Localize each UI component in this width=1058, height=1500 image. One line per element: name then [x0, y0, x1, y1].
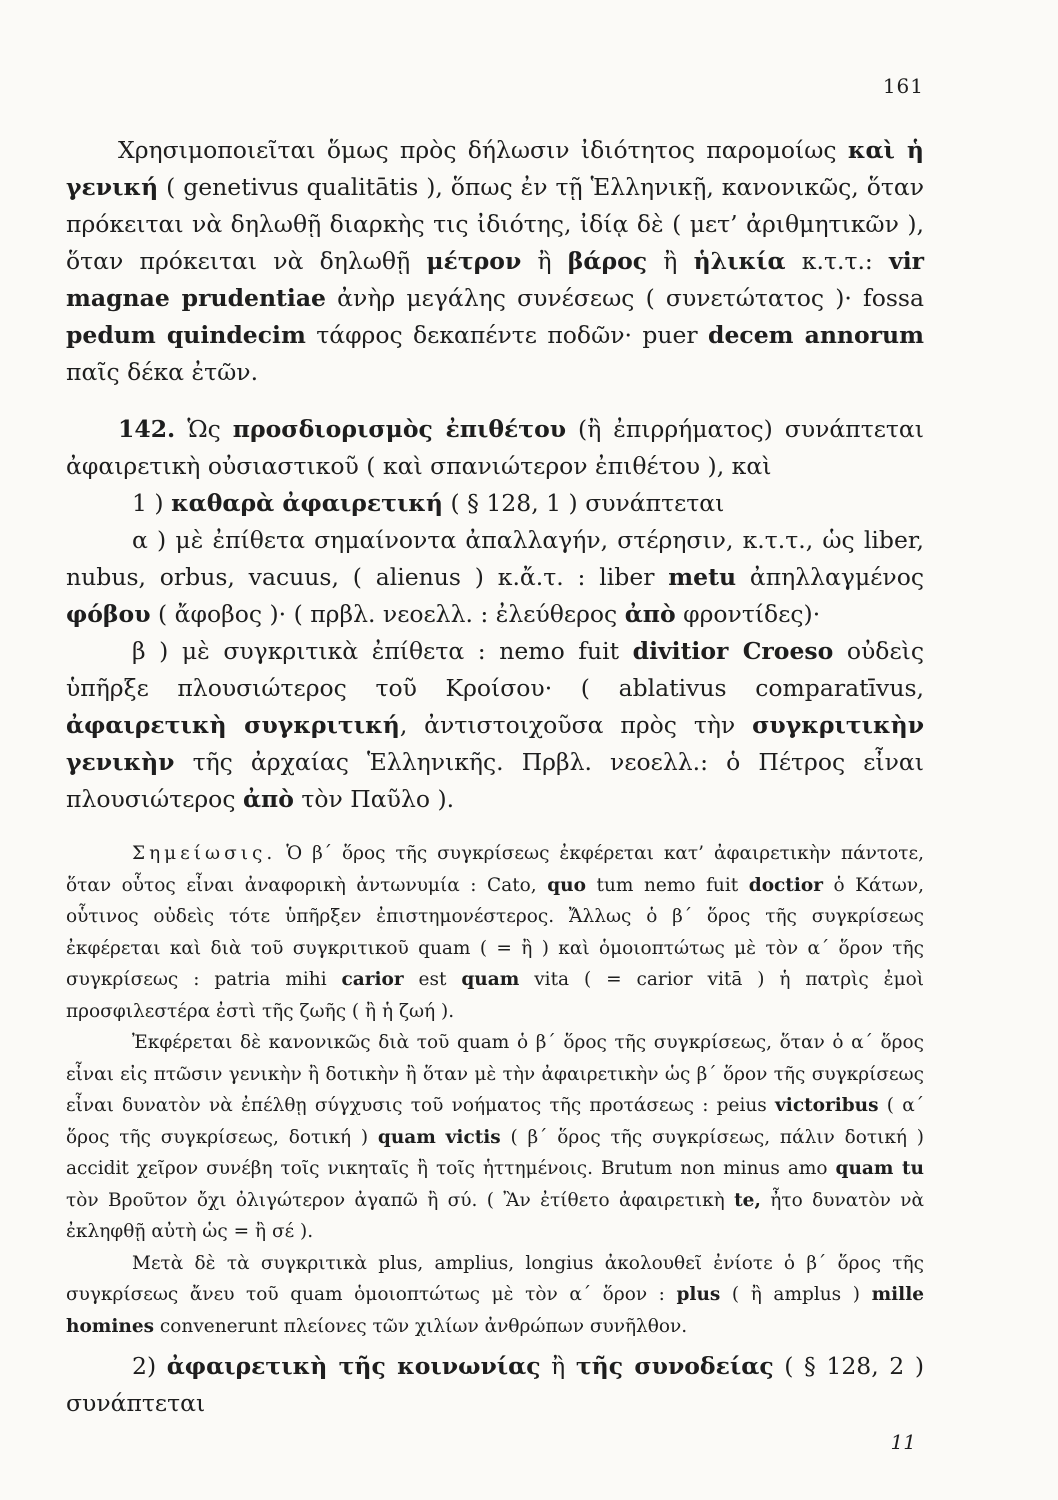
item-2-block	[66, 1348, 924, 1422]
text-run: , ἀντιστοιχοῦσα πρὸς τὴν	[399, 711, 753, 739]
latin-example: doctior	[748, 874, 823, 896]
text-run: Χρησιμοποιεῖται ὅμως πρὸς δήλωσιν ἰδιότητος παρομοίως	[118, 136, 848, 164]
text-run: ἢ	[647, 247, 694, 275]
main-text	[66, 132, 924, 818]
text-run: α ) μὲ ἐπίθετα σημαίνοντα ἀπαλλαγήν, στέρησιν, κ.τ.τ., ὡς liber, nubus, orbus, vacuus, ( alienus ) κ.ἄ.τ. : liber	[66, 526, 924, 591]
text-run: β ) μὲ συγκριτικὰ ἐπίθετα : nemo fuit	[132, 637, 633, 665]
text-run: ἀπηλλαγμένος	[736, 563, 925, 591]
text-run: (ἢ ἐπιρρήματος) συνάπτεται ἀφαιρετικὴ οὐσιαστικοῦ ( καὶ σπανιώτερον ἐπιθέτου ), καὶ	[66, 415, 924, 480]
bold-term: συγκριτικὴν γενικὴν	[66, 711, 925, 776]
text-run: ἢ	[521, 247, 568, 275]
text-run: tum nemo fuit	[585, 874, 749, 896]
item-2	[66, 1348, 924, 1422]
text-run: τάφρος δεκαπέντε ποδῶν· puer	[305, 321, 709, 349]
latin-example: quam	[461, 969, 520, 990]
note-heading: Σημείωσις.	[132, 843, 277, 864]
text-run: Ἐκφέρεται δὲ κανονικῶς διὰ τοῦ quam ὁ β΄ ὅρος τῆς συγκρίσεως, ὅταν ὁ α΄ ὅρος εἶναι εἰς πτῶσιν γενικὴν ἢ δοτικὴν ἢ ὅταν μὲ τὴν ἀφαιρετικὴν ὡς β΄ ὅρον τῆς συγκρίσεως εἶναι δυνατὸν νὰ ἐπέλθῃ σύγχυσις τοῦ νοήματος τῆς προτάσεως : peius	[66, 1032, 924, 1116]
bold-term: καθαρὰ ἀφαιρετική	[171, 489, 444, 517]
item-beta	[66, 633, 924, 818]
text-run: ( § 128, 2 ) συνάπτεται	[66, 1352, 924, 1417]
text-run: ἦτο δυνατὸν νὰ ἐκληφθῇ αὐτὴ ὡς = ἢ σέ ).	[66, 1189, 924, 1242]
text-run: ( β΄ ὅρος τῆς συγκρίσεως, πάλιν δοτική ) accidit χεῖρον συνέβη τοῖς νικηταῖς ἢ τοῖς ἡττημένοις. Brutum non minus amo	[66, 1126, 925, 1179]
bold-term: τῆς συνοδείας	[575, 1352, 774, 1380]
text-run: ( § 128, 1 ) συνάπτεται	[443, 489, 725, 517]
latin-example: quam	[377, 1126, 436, 1148]
text-run: τὸν Παῦλο ).	[293, 785, 455, 813]
latin-example: quo	[547, 874, 586, 896]
section-142	[66, 411, 924, 485]
text-run: οὐδεὶς ὑπῆρξε πλουσιώτερος τοῦ Κροίσου· ( ablativus comparatīvus,	[66, 637, 925, 702]
bold-term: προσδιορισμὸς ἐπιθέτου	[232, 415, 567, 443]
text-run: ( genetivus qualitātis ), ὅπως ἐν τῇ Ἑλληνικῇ, κανονικῶς, ὅταν πρόκειται νὰ δηλωθῇ διαρκὴς τις ἰδιότης, ἰδίᾳ δὲ ( μετ’ ἀριθμητικῶν ), ὅταν πρόκειται νὰ δηλωθῇ	[66, 173, 924, 275]
text-run: κ.τ.τ.:	[785, 247, 890, 275]
latin-example: victoribus	[775, 1095, 879, 1116]
bold-term: καὶ ἡ γενική	[66, 136, 924, 201]
latin-example: te,	[734, 1189, 761, 1211]
bold-term: βάρος	[567, 247, 648, 275]
latin-example: victis	[445, 1126, 501, 1148]
latin-example: mille homines	[66, 1284, 924, 1337]
section-number: 142.	[118, 415, 176, 443]
text-run: est	[403, 969, 462, 990]
text-run: Ὡς	[175, 415, 233, 443]
text-run: vita ( = carior vitā ) ἡ πατρὶς ἐμοὶ προσφιλεστέρα ἐστὶ τῆς ζωῆς ( ἢ ἡ ζωή ).	[66, 969, 924, 1022]
signature-mark: 11	[890, 1430, 916, 1454]
latin-example: decem annorum	[708, 321, 924, 349]
bold-term: ἀφαιρετικὴ τῆς κοινωνίας	[166, 1352, 541, 1380]
latin-example: quam tu	[835, 1158, 924, 1179]
text-run: ἢ	[540, 1352, 576, 1380]
page-number: 161	[882, 74, 924, 98]
latin-example: carior	[341, 969, 404, 990]
latin-example: vir magnae prudentiae	[66, 247, 925, 312]
bold-term: μέτρον	[426, 247, 522, 275]
text-run: 1 )	[132, 489, 172, 517]
bold-term: ἀπὸ	[242, 785, 294, 813]
text-run: Ὁ β΄ ὅρος τῆς συγκρίσεως ἐκφέρεται κατ’ ἀφαιρετικὴν πάντοτε, ὅταν οὗτος εἶναι ἀναφορικὴ ἀντωνυμία : Cato,	[66, 843, 924, 896]
latin-example: divitior Croeso	[632, 637, 834, 665]
notes-block	[66, 838, 924, 1342]
bold-term: ἀφαιρετικὴ συγκριτική	[66, 711, 400, 739]
text-run: 2)	[132, 1352, 167, 1380]
text-run: Μετὰ δὲ τὰ συγκριτικὰ plus, amplius, longius ἀκολουθεῖ ἐνίοτε ὁ β΄ ὅρος τῆς συγκρίσεως ἄνευ τοῦ quam ὁμοιοπτώτως μὲ τὸν α΄ ὅρον :	[66, 1252, 924, 1305]
bold-term: φόβου	[66, 600, 151, 628]
text-run: ( ἄφοβος )· ( πρβλ. νεοελλ. : ἐλεύθερος	[150, 600, 625, 628]
text-run: ( α΄ ὅρος τῆς συγκρίσεως, δοτική )	[66, 1095, 924, 1148]
text-run	[436, 1127, 446, 1148]
note-3	[66, 1248, 924, 1343]
bold-term: ἀπὸ	[624, 600, 676, 628]
note-2	[66, 1027, 924, 1248]
item-1	[66, 485, 924, 522]
text-run: φροντίδες)·	[675, 600, 821, 628]
text-run: τῆς ἀρχαίας Ἑλληνικῆς. Πρβλ. νεοελλ.: ὁ Πέτρος εἶναι πλουσιώτερος	[66, 748, 924, 813]
latin-example: plus	[676, 1284, 721, 1305]
bold-term: ἡλικία	[693, 247, 786, 275]
text-run: ἀνὴρ μεγάλης συνέσεως ( συνετώτατος )· fossa	[326, 284, 924, 312]
paragraph-genitive-quality	[66, 132, 924, 391]
note-1	[66, 838, 924, 1027]
latin-example: pedum quindecim	[66, 321, 306, 349]
text-run: παῖς δέκα ἐτῶν.	[66, 358, 259, 386]
latin-example: metu	[668, 563, 737, 591]
page	[66, 68, 924, 1488]
text-run: ὁ Κάτων, οὗτινος οὐδεὶς τότε ὑπῆρξεν ἐπιστημονέστερος. Ἄλλως ὁ β΄ ὅρος τῆς συγκρίσεως ἐκφέρεται καὶ διὰ τοῦ συγκριτικοῦ quam ( = ἢ ) καὶ ὁμοιοπτώτως μὲ τὸν α΄ ὅρον τῆς συγκρίσεως : patria mihi	[66, 874, 924, 990]
item-alpha	[66, 522, 924, 633]
text-run: τὸν Βροῦτον ὄχι ὀλιγώτερον ἀγαπῶ ἢ σύ. ( Ἂν ἐτίθετο ἀφαιρετικὴ	[66, 1189, 735, 1211]
text-run: ( ἢ amplus )	[720, 1284, 872, 1305]
text-run: convenerunt πλείονες τῶν χιλίων ἀνθρώπων συνῆλθον.	[154, 1315, 688, 1337]
